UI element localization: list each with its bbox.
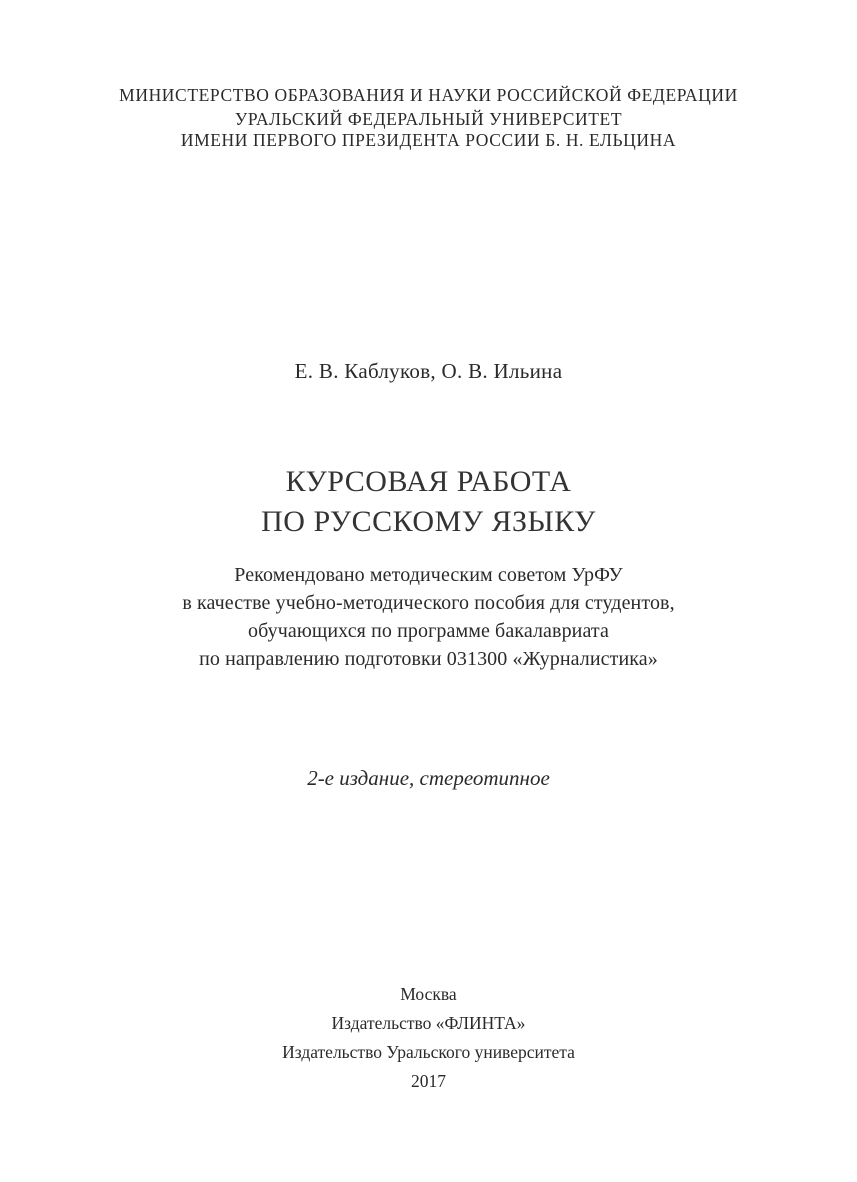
ministry-heading: МИНИСТЕРСТВО ОБРАЗОВАНИЯ И НАУКИ РОССИЙСКОЙ ФЕДЕРАЦИИ xyxy=(119,85,738,105)
imprint-city: Москва xyxy=(400,984,457,1004)
recommendation-line2: в качестве учебно-методического пособия для студентов, xyxy=(182,592,675,614)
authors: Е. В. Каблуков, О. В. Ильина xyxy=(294,359,563,383)
recommendation-line3: обучающихся по программе бакалавриата xyxy=(247,620,609,642)
book-title-line2: ПО РУССКОМУ ЯЗЫКУ xyxy=(261,505,596,538)
recommendation-line1: Рекомендовано методическим советом УрФУ xyxy=(234,564,623,586)
recommendation-line4: по направлению подготовки 031300 «Журналистика» xyxy=(199,648,658,670)
imprint-year: 2017 xyxy=(411,1071,446,1091)
imprint-publisher-ural: Издательство Уральского университета xyxy=(282,1042,575,1062)
book-title-line1: КУРСОВАЯ РАБОТА xyxy=(285,465,572,498)
university-heading-line2: ИМЕНИ ПЕРВОГО ПРЕЗИДЕНТА РОССИИ Б. Н. ЕЛЬЦИНА xyxy=(180,130,677,150)
university-heading-line1: УРАЛЬСКИЙ ФЕДЕРАЛЬНЫЙ УНИВЕРСИТЕТ xyxy=(234,109,623,129)
imprint-publisher-flinta: Издательство «ФЛИНТА» xyxy=(331,1013,526,1033)
edition-note: 2-е издание, стереотипное xyxy=(307,766,550,790)
